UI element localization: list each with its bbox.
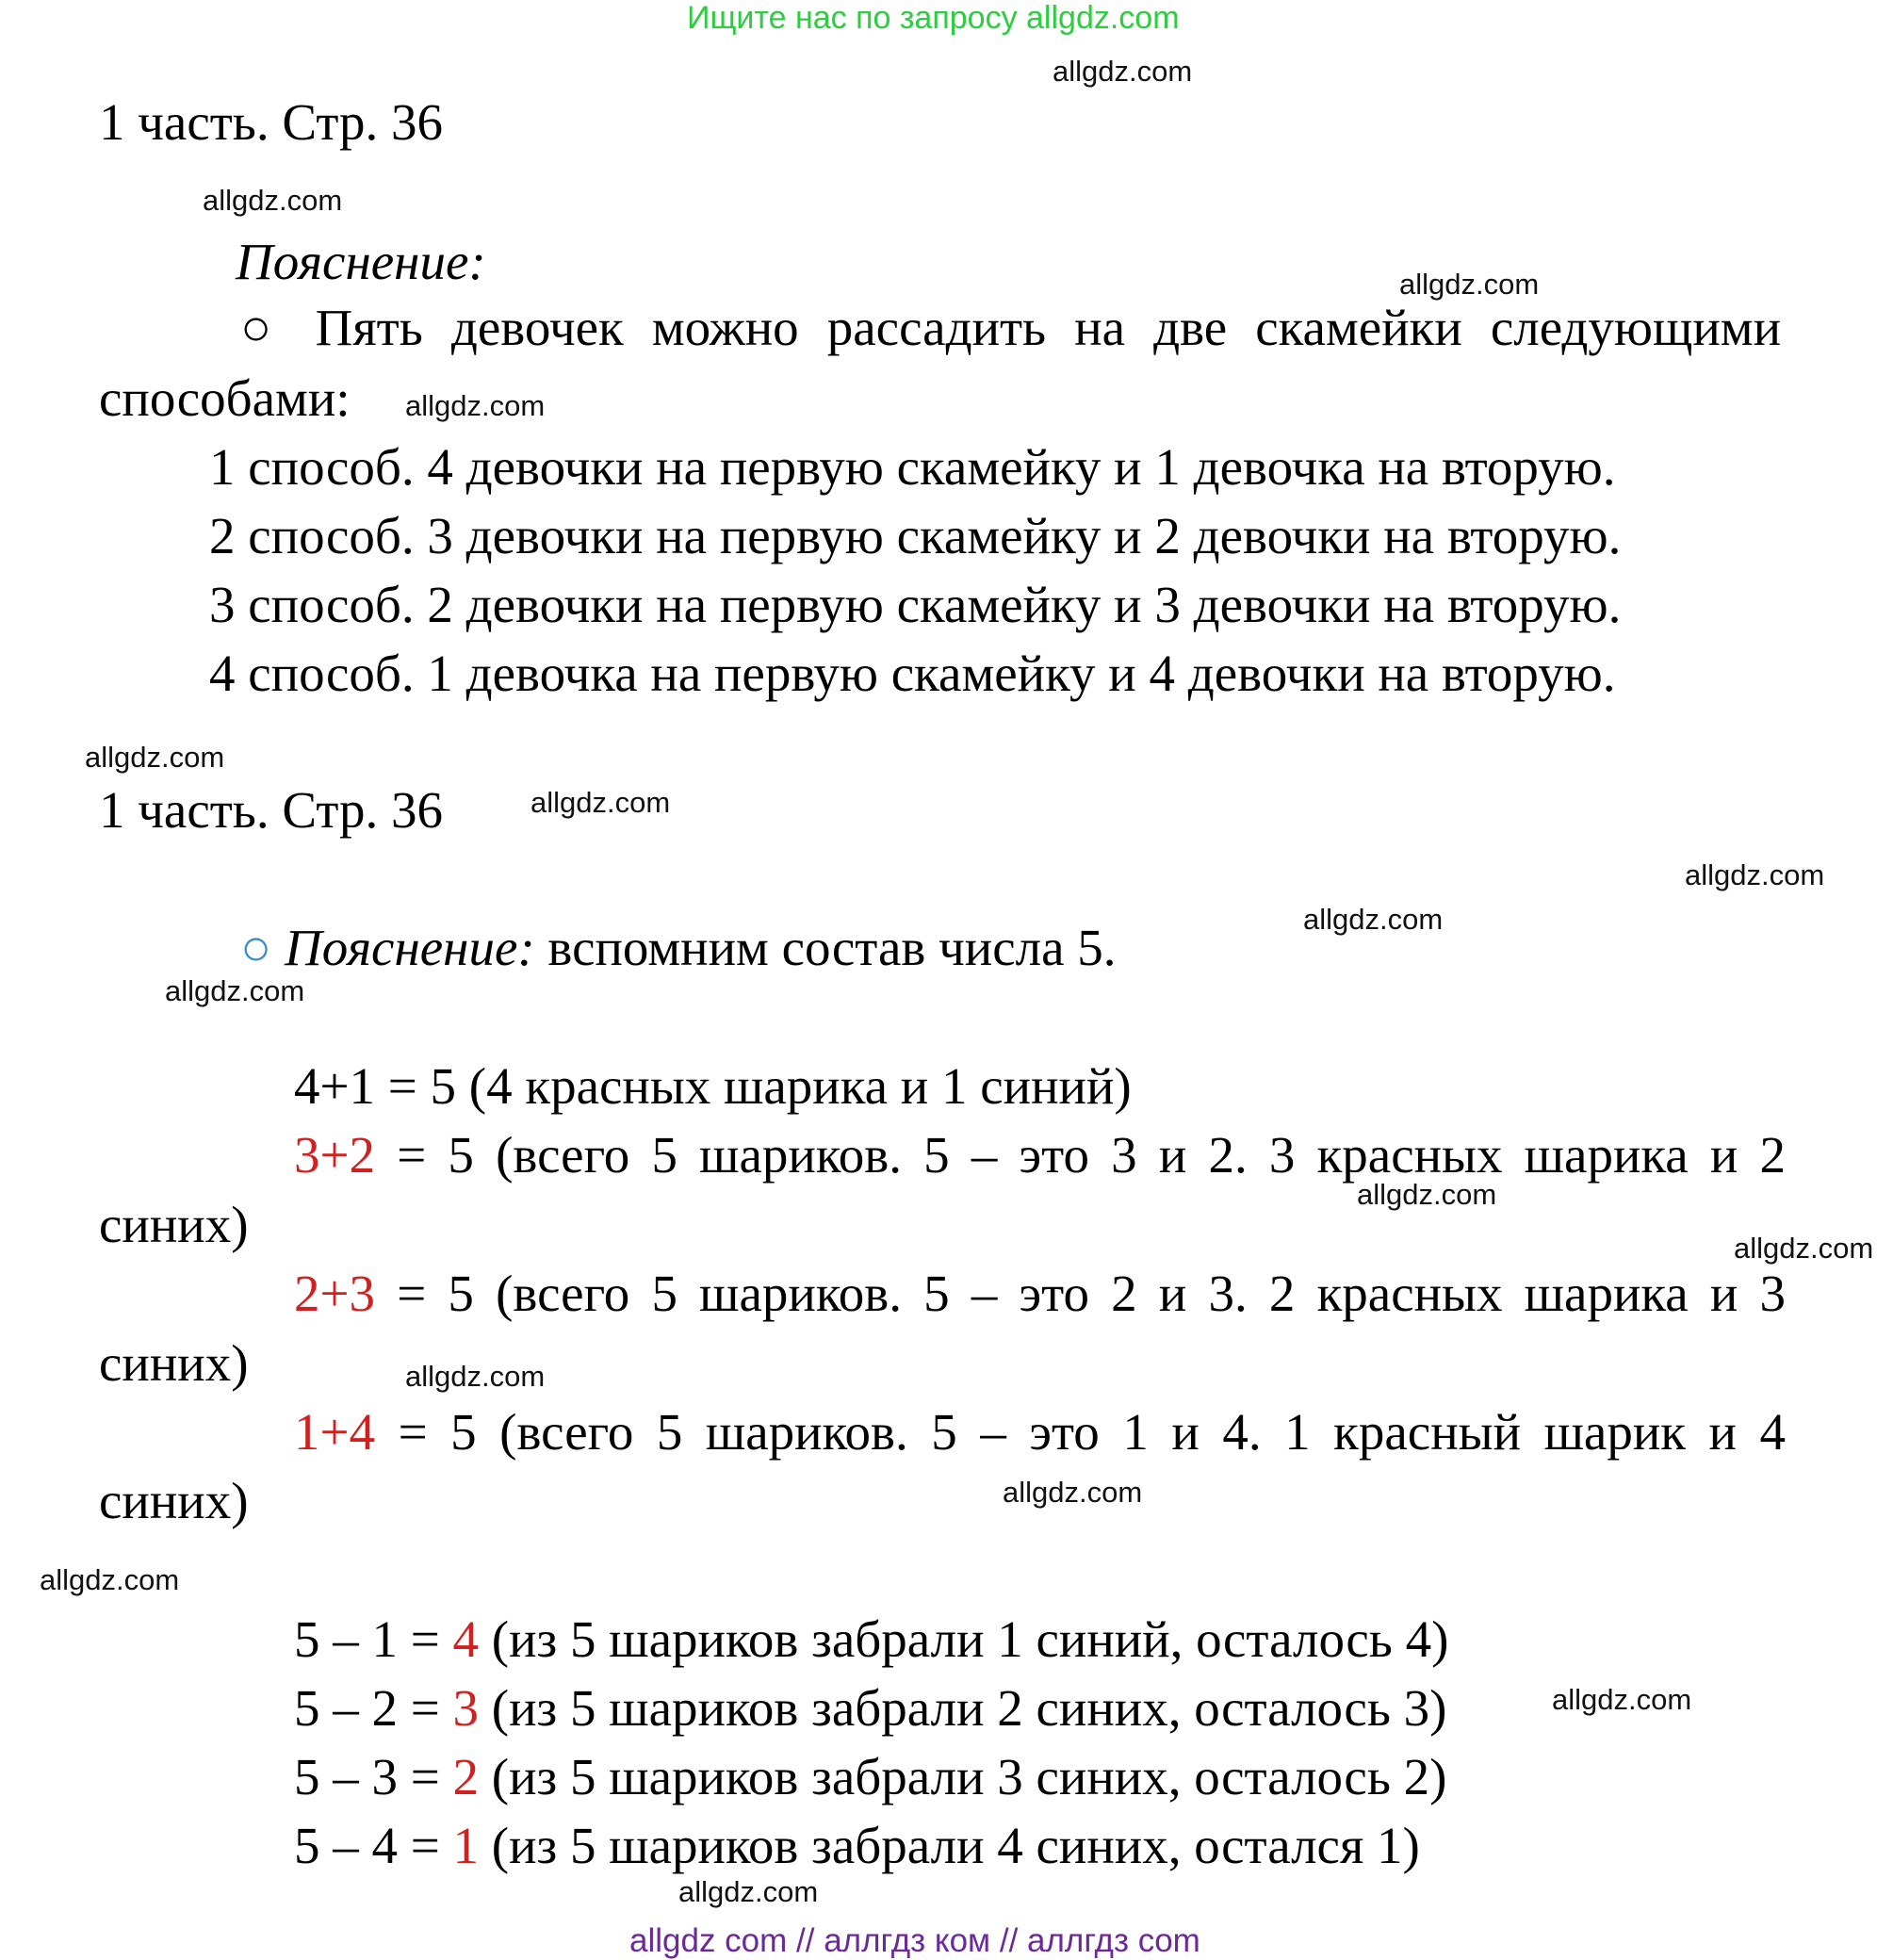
watermark: allgdz.com [405,389,546,422]
difference-left: 5 – 4 = [294,1817,453,1874]
sum-continuation: синих) [99,1472,249,1529]
difference-right: (из 5 шариков забрали 3 синих, осталось 2) [479,1748,1447,1805]
sum-continuation: синих) [99,1334,249,1392]
section2-explanation-text: вспомним состав числа 5. [534,919,1117,976]
difference-row [294,1679,1447,1737]
watermark: allgdz.com [1399,268,1540,301]
section1-heading: 1 часть. Стр. 36 [99,93,444,151]
intro-line1: Пять девочек можно рассадить на две скамейки следующими [315,299,1782,356]
watermark: allgdz.com [85,741,225,774]
sum-row [294,1403,1786,1461]
watermark: allgdz.com [1303,903,1444,936]
section2-explanation-label: Пояснение: [284,919,535,976]
way-3: 3 способ. 2 девочки на первую скамейку и 3 девочки на вторую. [209,576,1622,633]
difference-row [294,1748,1447,1805]
watermark: allgdz.com [40,1563,180,1596]
watermark: allgdz.com [1357,1178,1497,1211]
watermark: allgdz.com [1552,1683,1692,1716]
sum-text: = 5 (4 красных шарика и 1 синий) [375,1057,1132,1115]
watermark: allgdz.com [203,184,343,217]
sum-row [294,1057,1132,1115]
sum-text: = 5 (всего 5 шариков. 5 – это 1 и 4. 1 красный шарик и 4 [375,1403,1786,1461]
watermark: allgdz.com [405,1360,546,1393]
sum-continuation: синих) [99,1196,249,1253]
difference-result: 2 [452,1748,480,1805]
section1-explanation-label: Пояснение: [236,233,486,290]
bullet-icon: ○ [240,919,272,976]
difference-row [294,1610,1449,1668]
intro-line2: способами: [99,369,351,427]
difference-right: (из 5 шариков забрали 1 синий, осталось 4) [479,1610,1449,1668]
top-banner: Ищите нас по запросу allgdz.com [687,0,1180,36]
way-1: 1 способ. 4 девочки на первую скамейку и 1 девочка на вторую. [209,438,1616,496]
watermark: allgdz.com [1053,55,1193,88]
sum-text: = 5 (всего 5 шариков. 5 – это 3 и 2. 3 красных шарика и 2 [375,1126,1786,1184]
watermark: allgdz.com [1685,858,1825,891]
watermark: allgdz.com [530,786,671,819]
sum-expr: 1+4 [294,1403,376,1461]
way-2: 2 способ. 3 девочки на первую скамейку и 2 девочки на вторую. [209,507,1622,564]
way-4: 4 способ. 1 девочка на первую скамейку и 4 девочки на вторую. [209,645,1616,702]
section2-explanation [240,919,1117,976]
difference-left: 5 – 3 = [294,1748,453,1805]
difference-row [294,1817,1420,1874]
difference-right: (из 5 шариков забрали 2 синих, осталось 3) [479,1679,1447,1737]
section2-heading: 1 часть. Стр. 36 [99,781,444,839]
difference-result: 1 [452,1817,480,1874]
sum-expr: 3+2 [294,1126,376,1184]
sum-expr: 2+3 [294,1265,376,1322]
sum-expr: 4+1 [294,1057,376,1115]
sum-text: = 5 (всего 5 шариков. 5 – это 2 и 3. 2 красных шарика и 3 [375,1265,1786,1322]
bullet-icon: ○ [240,299,287,356]
bottom-banner: allgdz com // аллгдз ком // аллгдз com [629,1922,1200,1959]
difference-result: 4 [452,1610,480,1668]
watermark: allgdz.com [678,1875,819,1908]
watermark: allgdz.com [165,974,305,1007]
sum-row [294,1265,1786,1322]
watermark: allgdz.com [1003,1476,1143,1509]
difference-result: 3 [452,1679,480,1737]
difference-left: 5 – 1 = [294,1610,453,1668]
difference-left: 5 – 2 = [294,1679,453,1737]
sum-row [294,1126,1786,1184]
watermark: allgdz.com [1734,1232,1874,1265]
section1-intro [99,299,1782,356]
difference-right: (из 5 шариков забрали 4 синих, остался 1) [479,1817,1420,1874]
